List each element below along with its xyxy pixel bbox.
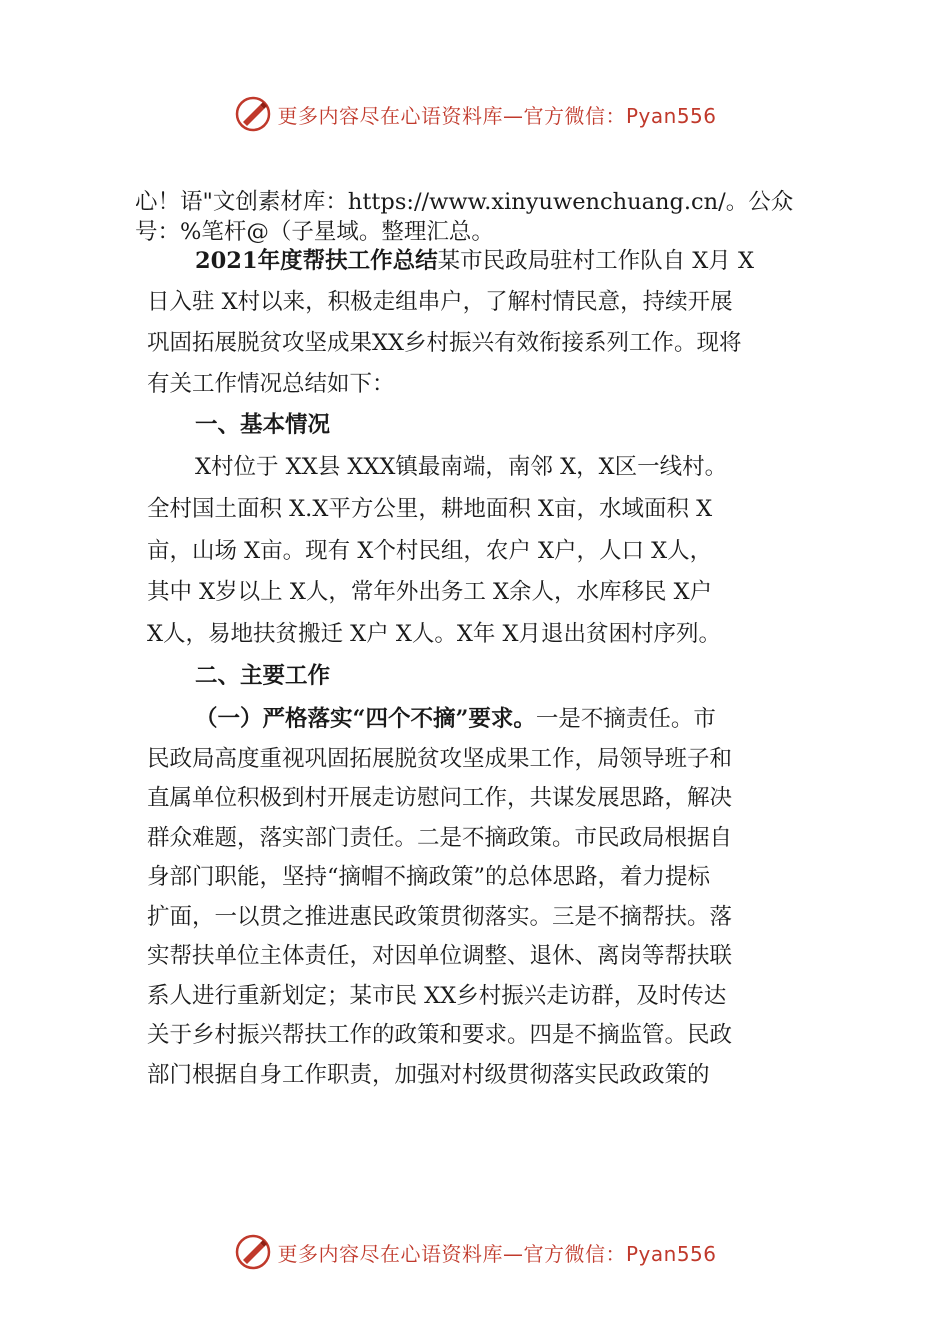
footer-banner	[0, 1230, 950, 1274]
paragraph-line: 系人进行重新划定；某市民 XX乡村振兴走访群，及时传达	[147, 983, 727, 1009]
paragraph-line: 扩面，一以贯之推进惠民政策贯彻落实。三是不摘帮扶。落	[147, 904, 733, 930]
banner-text: 更多内容尽在心语资料库—官方微信：Pyan556	[277, 103, 717, 128]
paragraph-line: 实帮扶单位主体责任，对因单位调整、退休、离岗等帮扶联	[147, 943, 733, 969]
paragraph-line: 有关工作情况总结如下：	[147, 371, 395, 397]
header-banner	[0, 92, 950, 136]
title-line	[195, 246, 754, 276]
wechat-id: Pyan556	[625, 103, 717, 128]
paragraph-line: 其中 X岁以上 X人，常年外出务工 X余人，水库移民 X户	[147, 579, 713, 605]
paragraph-line: 部门根据自身工作职责，加强对村级贯彻落实民政政策的	[147, 1062, 710, 1088]
paragraph-line: 巩固拓展脱贫攻坚成果XX乡村振兴有效衔接系列工作。现将	[147, 330, 742, 356]
paragraph-line: 日入驻 X村以来，积极走组串户，了解村情民意，持续开展	[147, 289, 733, 315]
subsection-line	[195, 704, 716, 734]
paragraph-line: 群众难题，落实部门责任。二是不摘政策。市民政局根据自	[147, 825, 733, 851]
banner-text: 更多内容尽在心语资料库—官方微信：Pyan556	[277, 1241, 717, 1266]
paragraph-line: X人，易地扶贫搬迁 X户 X人。X年 X月退出贫困村序列。	[147, 621, 722, 647]
title-continuation: 某市民政局驻村工作队自 X月 X	[437, 248, 754, 274]
paragraph-line: 亩，山场 X亩。现有 X个村民组，农户 X户，人口 X人，	[147, 538, 713, 564]
section-heading-1: 一、基本情况	[195, 412, 331, 438]
pen-seal-icon	[233, 1232, 273, 1272]
intro-line-1: 心！语"文创素材库：https://www.xinyuwenchuang.cn/。公众	[135, 189, 794, 215]
paragraph-line: 全村国土面积 X.X平方公里，耕地面积 X亩，水域面积 X	[147, 496, 713, 522]
section-heading-2: 二、主要工作	[195, 663, 331, 689]
wechat-id: Pyan556	[625, 1241, 717, 1266]
pen-seal-icon	[233, 94, 273, 134]
paragraph-line: X村位于 XX县 XXX镇最南端，南邻 X，X区一线村。	[195, 454, 728, 480]
subsection-continuation: 一是不摘责任。市	[535, 706, 716, 732]
paragraph-line: 身部门职能，坚持“摘帽不摘政策”的总体思路，着力提标	[147, 864, 711, 890]
paragraph-line: 关于乡村振兴帮扶工作的政策和要求。四是不摘监管。民政	[147, 1022, 733, 1048]
paragraph-line: 直属单位积极到村开展走访慰问工作，共谋发展思路，解决	[147, 785, 733, 811]
doc-title: 2021年度帮扶工作总结	[195, 248, 438, 274]
paragraph-line: 民政局高度重视巩固拓展脱贫攻坚成果工作，局领导班子和	[147, 746, 733, 772]
subsection-heading: （一）严格落实“四个不摘”要求。	[195, 706, 536, 732]
intro-line-2: 号：%笔杆@（子星域。整理汇总。	[135, 219, 494, 245]
